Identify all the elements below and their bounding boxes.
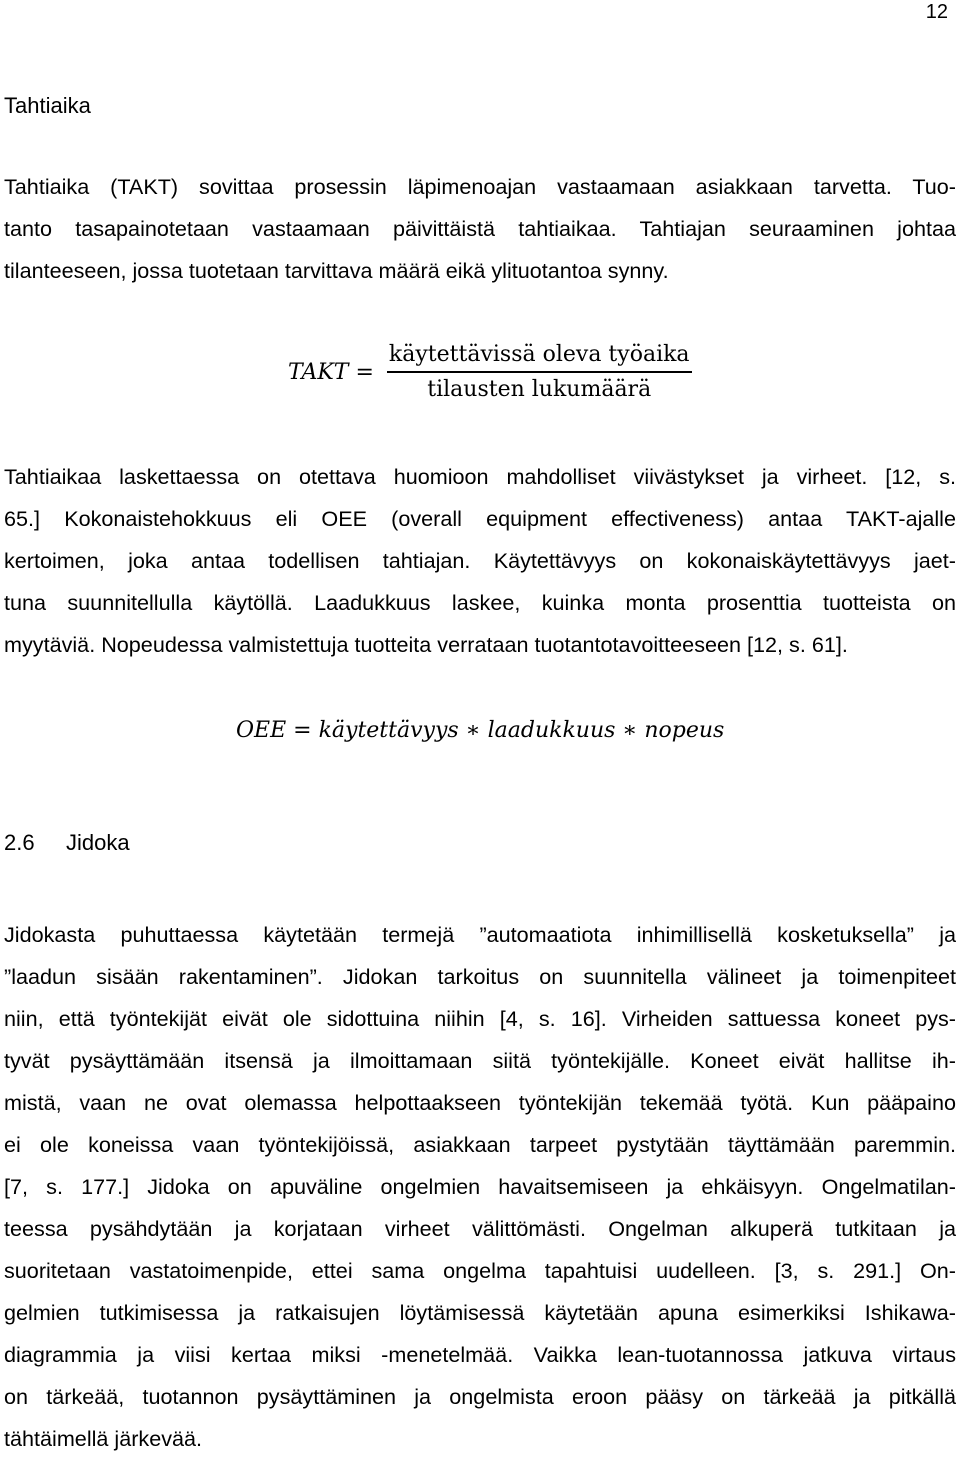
text-line: Tahtiaika (TAKT) sovittaa prosessin läpimenoajan vastaamaan asiakkaan tarvetta. Tuo- bbox=[4, 174, 956, 199]
text-line: tilanteeseen, jossa tuotetaan tarvittava määrä eikä ylituotantoa synny. bbox=[4, 258, 669, 283]
section-heading-jidoka bbox=[4, 829, 130, 857]
text-line: kertoimen, joka antaa todellisen tahtiajan. Käytettävyys on kokonaiskäytettävyys jaet- bbox=[4, 548, 956, 573]
text-line: tanto tasapainotetaan vastaamaan päivittäistä tahtiaikaa. Tahtiajan seuraaminen johtaa bbox=[4, 216, 956, 241]
formula-fraction bbox=[387, 342, 692, 402]
text-line: teessa pysähdytään ja korjataan virheet välittömästi. Ongelman alkuperä tutkitaan ja bbox=[4, 1216, 956, 1241]
heading-tahtiaika: Tahtiaika bbox=[4, 93, 91, 118]
text-line: myytäviä. Nopeudessa valmistettuja tuotteita verrataan tuotantotavoitteeseen [12, s. 61]. bbox=[4, 632, 848, 657]
text-line: gelmien tutkimisessa ja ratkaisujen löytämisessä käytetään apuna esimerkiksi Ishikawa- bbox=[4, 1300, 956, 1325]
paragraph-oee bbox=[4, 456, 956, 666]
text-line: suoritetaan vastatoimenpide, ettei sama ongelma tapahtuisi uudelleen. [3, s. 291.] On- bbox=[4, 1258, 956, 1283]
text-line: mistä, vaan ne ovat olemassa helpottaakseen työntekijän tekemää työtä. Kun pääpaino bbox=[4, 1090, 956, 1115]
text-line: tuna suunnitellulla käytöllä. Laadukkuus laskee, kuinka monta prosenttia tuotteista on bbox=[4, 590, 956, 615]
text-line: on tärkeää, tuotannon pysäyttäminen ja ongelmista eroon pääsy on tärkeää ja pitkällä bbox=[4, 1384, 956, 1409]
text-line: tyvät pysäyttämään itsensä ja ilmoittamaan siitä työntekijälle. Koneet eivät hallitse ih- bbox=[4, 1048, 956, 1073]
section-title: Jidoka bbox=[66, 830, 130, 855]
text-line: diagrammia ja viisi kertaa miksi -menetelmää. Vaikka lean-tuotannossa jatkuva virtaus bbox=[4, 1342, 956, 1367]
text-line: Jidokasta puhuttaessa käytetään termejä ”automaatiota inhimillisellä kosketuksella” ja bbox=[4, 922, 956, 947]
formula-numerator: käytettävissä oleva työaika bbox=[387, 342, 692, 373]
paragraph-jidoka bbox=[4, 914, 956, 1460]
section-number: 2.6 bbox=[4, 830, 35, 855]
text-line: 65.] Kokonaistehokkuus eli OEE (overall equipment effectiveness) antaa TAKT-ajalle bbox=[4, 506, 956, 531]
text-line: Tahtiaikaa laskettaessa on otettava huomioon mahdolliset viivästykset ja virheet. [12, s. bbox=[4, 464, 956, 489]
text-line: tähtäimellä järkevää. bbox=[4, 1426, 203, 1451]
paragraph-takt-intro bbox=[4, 166, 956, 292]
formula-lhs: TAKT = bbox=[288, 359, 374, 385]
formula-denominator: tilausten lukumäärä bbox=[427, 377, 652, 402]
page-number: 12 bbox=[925, 1, 948, 23]
text-line: [7, s. 177.] Jidoka on apuväline ongelmien havaitsemiseen ja ehkäisyyn. Ongelmatilan- bbox=[4, 1174, 956, 1199]
takt-formula bbox=[288, 342, 692, 402]
text-line: ”laadun sisään rakentaminen”. Jidokan tarkoitus on suunnitella välineet ja toimenpiteet bbox=[4, 964, 956, 989]
text-line: niin, että työntekijät eivät ole sidottuina niihin [4, s. 16]. Virheiden sattuessa koneet pys- bbox=[4, 1006, 956, 1031]
text-line: ei ole koneissa vaan työntekijöissä, asiakkaan tarpeet pystytään täyttämään paremmin. bbox=[4, 1132, 956, 1157]
oee-formula: OEE = käytettävyys ∗ laadukkuus ∗ nopeus bbox=[236, 718, 725, 743]
